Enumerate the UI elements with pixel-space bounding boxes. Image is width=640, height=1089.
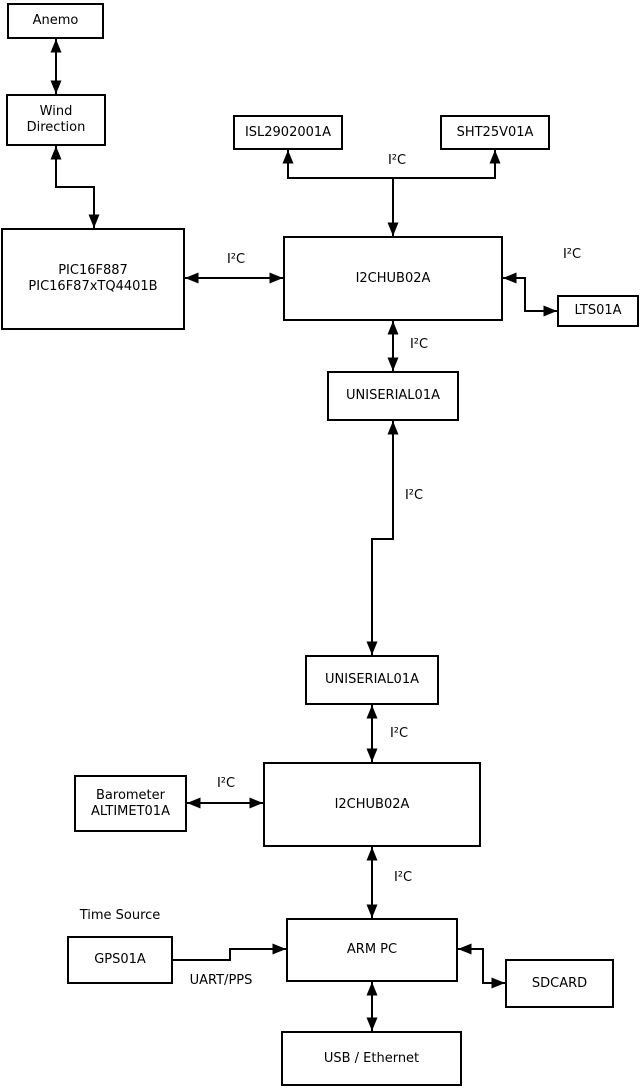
label-i2c-hub1-uniserial1: I²C [409, 337, 429, 352]
node-sdcard-label: SDCARD [531, 975, 588, 991]
node-uniserial01a-2 [305, 655, 439, 705]
node-uniserial01a-1-label: UNISERIAL01A [346, 388, 440, 403]
label-i2c-pic-hub1: I²C [226, 252, 246, 267]
node-isl2902001a-label: ISL2902001A [244, 124, 332, 140]
label-i2c-hub2-armpc: I²C [393, 870, 413, 885]
edge-uniserial1-uniserial2 [372, 421, 393, 655]
label-time-source: Time Source [79, 908, 161, 923]
node-lts01a [557, 295, 639, 327]
node-uniserial01a-2-label: UNISERIAL01A [325, 672, 419, 687]
label-i2c-hub1-lts: I²C [562, 247, 582, 262]
edge-hub1-sht [393, 150, 495, 178]
node-i2chub02a-2-label: I2CHUB02A [334, 796, 410, 812]
label-i2c-top-split: I²C [387, 153, 407, 168]
node-wind-direction-label: Direction [26, 120, 86, 135]
label-i2c-uniserial2-hub2: I²C [389, 726, 409, 741]
node-wind-direction-label: Wind [39, 104, 73, 119]
edge-armpc-sdcard [458, 949, 505, 983]
node-anemo-label: Anemo [32, 13, 79, 28]
node-barometer [74, 775, 187, 832]
node-arm-pc-label: ARM PC [346, 942, 398, 957]
edge-hub1-lts [503, 278, 557, 311]
node-sht25v01a [440, 115, 550, 150]
edge-gps-armpc [173, 949, 286, 960]
node-barometer-label: ALTIMET01A [91, 803, 170, 819]
node-gps01a-label: GPS01A [94, 952, 146, 967]
node-gps01a [67, 936, 173, 984]
node-usb-ethernet-label: USB / Ethernet [323, 1050, 420, 1066]
edge-wind-pic [56, 146, 94, 228]
label-uart-pps: UART/PPS [189, 973, 253, 988]
node-i2chub02a-1 [283, 236, 503, 321]
node-anemo [7, 3, 104, 39]
node-sht25v01a-label: SHT25V01A [456, 124, 534, 140]
node-isl2902001a [233, 115, 343, 150]
label-i2c-barometer-hub2: I²C [216, 776, 236, 791]
label-i2c-long-link: I²C [404, 488, 424, 503]
node-pic16f887 [1, 228, 185, 330]
edge-hub1-isl [288, 150, 393, 178]
edges-group [56, 39, 557, 1031]
node-wind-direction [6, 94, 106, 146]
node-i2chub02a-1-label: I2CHUB02A [355, 270, 431, 286]
node-arm-pc [286, 918, 458, 982]
node-barometer-label: Barometer [96, 787, 165, 803]
node-sdcard [505, 959, 614, 1008]
node-usb-ethernet [281, 1031, 462, 1086]
node-i2chub02a-2 [263, 762, 481, 847]
node-pic16f887-label: PIC16F887 [58, 263, 128, 278]
node-pic16f887-label: PIC16F87xTQ4401B [28, 279, 158, 294]
node-lts01a-label: LTS01A [574, 303, 622, 318]
node-uniserial01a-1 [327, 371, 459, 421]
